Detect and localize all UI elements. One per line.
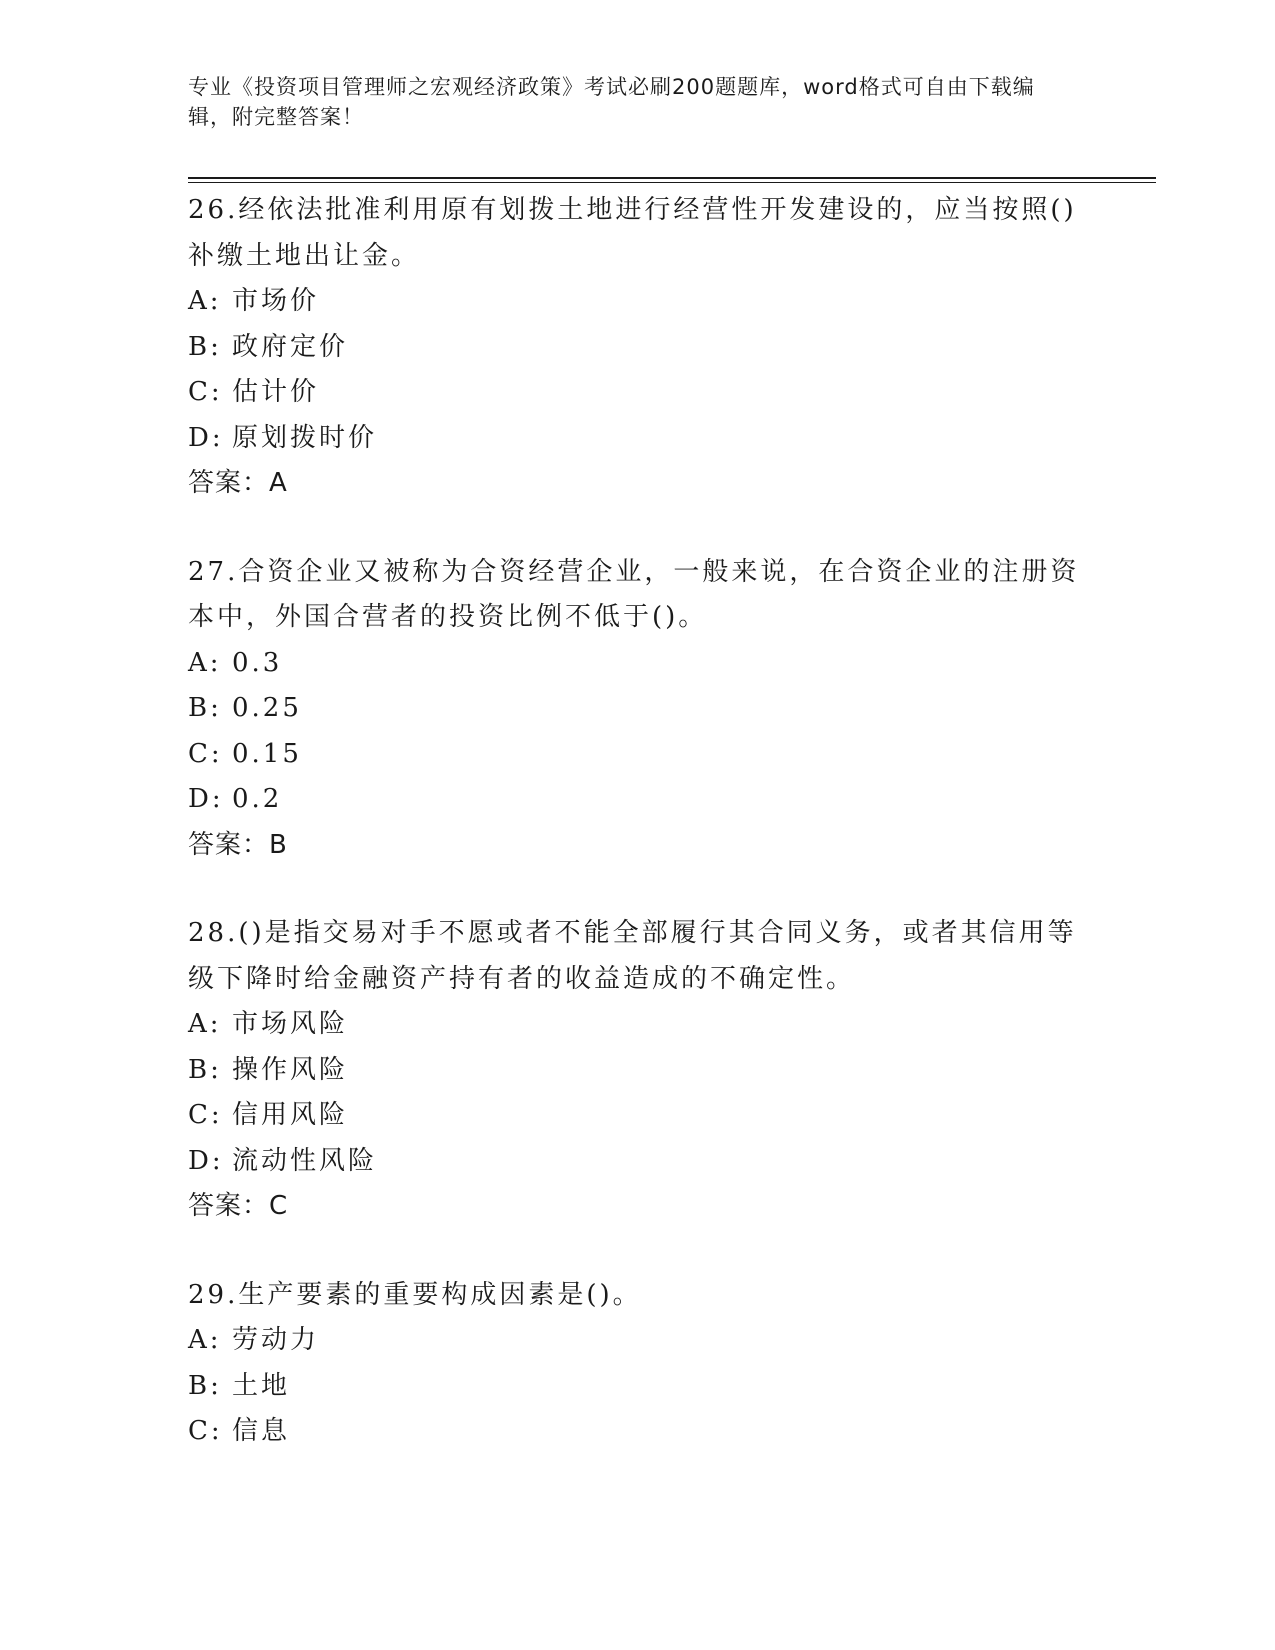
question-spacer bbox=[188, 507, 1088, 550]
question-number: 27. bbox=[188, 556, 239, 587]
question-number: 26. bbox=[188, 195, 239, 225]
option-label: D: bbox=[188, 784, 224, 814]
option-label: B: bbox=[188, 1370, 222, 1401]
option-c bbox=[188, 370, 1088, 416]
option-label: B: bbox=[188, 331, 222, 362]
option-b bbox=[188, 325, 1088, 371]
option-b bbox=[188, 686, 1088, 732]
question-stem bbox=[188, 911, 1088, 1002]
question-29 bbox=[188, 1273, 1088, 1455]
question-spacer bbox=[188, 1230, 1088, 1273]
option-text: 操作风险 bbox=[232, 1054, 349, 1085]
option-label: B: bbox=[188, 693, 222, 723]
question-stem bbox=[188, 188, 1088, 279]
question-text: 合资企业又被称为合资经营企业，一般来说，在合资企业的注册资本中，外国合营者的投资比例不低于()。 bbox=[188, 556, 1080, 632]
question-list bbox=[188, 188, 1088, 1455]
question-spacer bbox=[188, 868, 1088, 911]
option-text: 原划拨时价 bbox=[232, 422, 378, 453]
answer-line: 答案：C bbox=[188, 1191, 289, 1221]
question-28 bbox=[188, 911, 1088, 1230]
question-text: 经依法批准利用原有划拨土地进行经营性开发建设的，应当按照()补缴土地出让金。 bbox=[188, 195, 1077, 271]
option-c bbox=[188, 1093, 1088, 1139]
option-label: A: bbox=[188, 286, 222, 316]
option-label: C: bbox=[188, 377, 223, 407]
option-label: C: bbox=[188, 738, 223, 769]
document-header: 专业《投资项目管理师之宏观经济政策》考试必刷200题题库，word格式可自由下载编辑，附完整答案！ bbox=[188, 75, 1035, 129]
option-label: D: bbox=[188, 1145, 224, 1176]
question-text: 生产要素的重要构成因素是()。 bbox=[238, 1279, 642, 1310]
header-rule-thick bbox=[188, 177, 1156, 179]
option-label: B: bbox=[188, 1054, 222, 1085]
option-label: A: bbox=[188, 1009, 222, 1039]
option-text: 0.2 bbox=[232, 784, 283, 814]
answer-line: 答案：B bbox=[188, 829, 288, 860]
question-27 bbox=[188, 550, 1088, 869]
question-stem bbox=[188, 1273, 1088, 1319]
option-c bbox=[188, 732, 1088, 778]
option-text: 流动性风险 bbox=[232, 1145, 378, 1176]
question-stem bbox=[188, 550, 1088, 641]
option-text: 市场价 bbox=[232, 286, 320, 316]
option-text: 劳动力 bbox=[232, 1325, 320, 1355]
option-text: 市场风险 bbox=[232, 1009, 349, 1039]
question-26 bbox=[188, 188, 1088, 507]
option-b bbox=[188, 1364, 1088, 1410]
option-c bbox=[188, 1409, 1088, 1455]
option-text: 土地 bbox=[232, 1370, 291, 1401]
option-label: A: bbox=[188, 1325, 222, 1355]
option-label: C: bbox=[188, 1416, 223, 1446]
option-label: A: bbox=[188, 647, 222, 678]
option-text: 估计价 bbox=[232, 377, 320, 407]
option-label: C: bbox=[188, 1100, 223, 1130]
option-text: 政府定价 bbox=[232, 331, 349, 362]
option-d bbox=[188, 416, 1088, 462]
question-number: 29. bbox=[188, 1279, 239, 1310]
option-text: 信用风险 bbox=[232, 1100, 349, 1130]
option-text: 信息 bbox=[232, 1416, 291, 1446]
question-number: 28. bbox=[188, 918, 239, 948]
option-a bbox=[188, 279, 1088, 325]
option-a bbox=[188, 1318, 1088, 1364]
option-label: D: bbox=[188, 422, 224, 453]
question-text: ()是指交易对手不愿或者不能全部履行其合同义务，或者其信用等级下降时给金融资产持有者的收益造成的不确定性。 bbox=[188, 918, 1077, 994]
option-text: 0.25 bbox=[232, 693, 302, 723]
option-d bbox=[188, 1139, 1088, 1185]
option-a bbox=[188, 1002, 1088, 1048]
answer-line: 答案：A bbox=[188, 468, 288, 498]
header-rule-thin bbox=[188, 182, 1156, 183]
option-b bbox=[188, 1048, 1088, 1094]
option-text: 0.15 bbox=[232, 738, 302, 769]
option-d bbox=[188, 777, 1088, 823]
option-text: 0.3 bbox=[232, 647, 283, 678]
option-a bbox=[188, 641, 1088, 687]
